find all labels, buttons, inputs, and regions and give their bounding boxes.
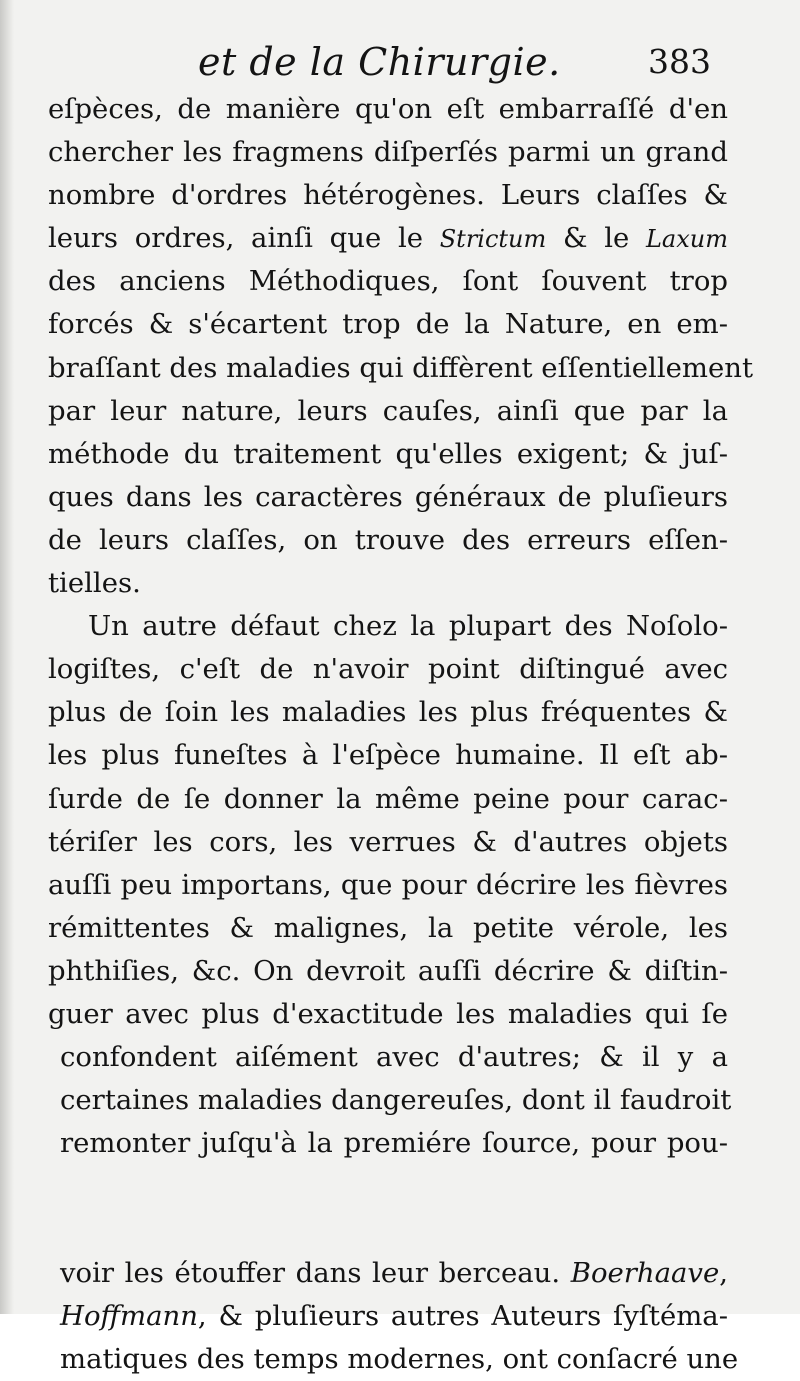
text-segment: & le [546,222,646,255]
text-line: rémittentes & malignes, la petite vérole, les [48,911,728,944]
text-line [48,217,728,260]
text-segment: leurs ordres, ainſi que le [48,222,440,255]
body-text [48,88,754,1381]
text-segment: , & pluſieurs autres Auteurs ſyſtéma- [197,1299,728,1332]
text-line: nombre d'ordres hétérogènes. Leurs claſſes & [48,179,728,212]
text-line: tériſer les cors, les verrues & d'autres objets [48,825,728,858]
text-line: logiſtes, c'eſt de n'avoir point diſtingué avec [48,653,728,686]
text-line: plus de ſoin les maladies les plus fréquentes & [48,696,728,729]
text-line: braſſant des maladies qui diffèrent eſſentiellement [48,351,754,384]
text-line [48,1208,728,1251]
italic-term-laxum: Laxum [645,225,728,254]
text-line: eſpèces, de manière qu'on eſt embarraſſé d'en [48,93,728,125]
text-line: par leur nature, leurs cauſes, ainſi que par la [48,394,728,427]
text-line [48,1252,728,1295]
text-line: méthode du traitement qu'elles exigent; & juſ- [48,437,728,470]
running-title: et de la Chirurgie. [198,40,561,84]
italic-term-strictum: Strictum [439,225,547,254]
text-line: ſurde de ſe donner la même peine pour carac- [48,782,728,815]
text-line: confondent aiſément avec d'autres; & il y a [60,1041,728,1074]
text-line: tielles. [48,567,141,600]
page-number: 383 [648,42,711,81]
text-line: auſſi peu importans, que pour décrire les fièvres [48,868,728,901]
text-line: forcés & s'écartent trop de la Nature, en em- [48,308,728,341]
italic-name-hoffmann: Hoffmann [60,1299,198,1332]
page-edge-shadow [0,0,14,1314]
paragraph-start-line: Un autre défaut chez la plupart des Noſolo- [88,610,728,643]
text-segment: voir les étouffer dans leur berceau. [60,1256,571,1289]
text-line: phthiſies, &c. On devroit auſſi décrire & diſtin- [48,954,728,987]
italic-name-boerhaave: Boerhaave [570,1256,720,1289]
text-line: matiques des temps modernes, ont conſacré une [60,1342,739,1375]
text-line: remonter juſqu'à la premiére ſource, pour pou- [60,1127,728,1160]
text-line: chercher les fragmens diſperſés parmi un grand [48,136,728,169]
text-line: guer avec plus d'exactitude les maladies qui ſe [48,997,728,1030]
text-line: certaines maladies dangereuſes, dont il faudroit [60,1084,732,1117]
text-line: les plus funeſtes à l'eſpèce humaine. Il eſt ab- [48,739,728,772]
text-line [48,1295,728,1338]
page-header [0,32,800,88]
text-line: des anciens Méthodiques, ſont ſouvent trop [48,265,728,298]
text-line [48,1165,728,1208]
text-line: ques dans les caractères généraux de pluſieurs [48,480,728,513]
text-line: de leurs claſſes, on trouve des erreurs eſſen- [48,523,728,556]
text-segment: , [719,1256,728,1289]
